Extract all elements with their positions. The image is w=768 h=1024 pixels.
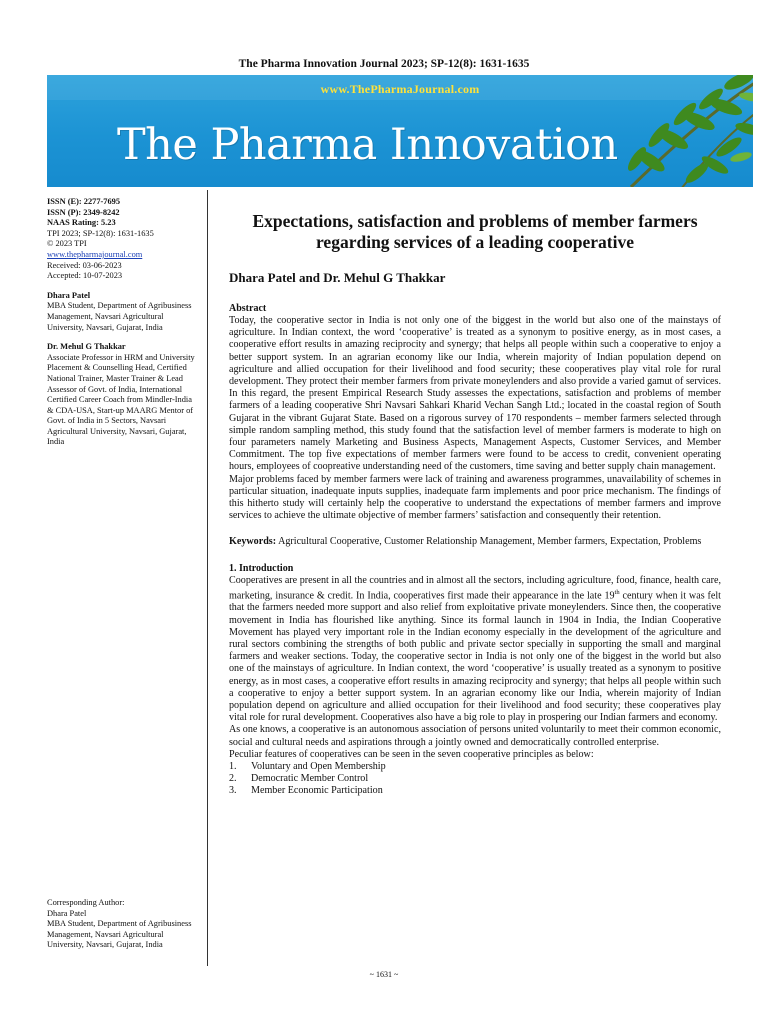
issn-p: ISSN (P): 2349-8242	[47, 207, 120, 217]
list-item: 1. Voluntary and Open Membership	[229, 761, 386, 773]
journal-title: The Pharma Innovation	[117, 120, 618, 170]
principles-list	[229, 761, 721, 798]
keywords-label: Keywords:	[229, 536, 277, 548]
column-divider	[207, 190, 208, 966]
intro-paragraph-3: Peculiar features of cooperatives can be seen in the seven cooperative principles as below:	[229, 748, 594, 760]
received-date: Received: 03-06-2023	[47, 260, 122, 270]
corresponding-author	[47, 898, 202, 951]
abstract-paragraph-1: Today, the cooperative sector in India is not only one of the biggest in the world but also one of the mainstays of agriculture. In Indian context, the word ‘cooperative’ is treated as a synonym to positive energy, as in most cases, a cooperative effort results in amazing reciprocity and synergy; that helps all people within such a cooperative to enjoy a better support system. In an agrarian economy like our India, wherein majority of Indian population depend on agriculture and allied occupation for their livelihood and food security; these cooperatives play vital role for rural development. They protect their member farmers from private moneylenders and also provide a varied gamut of services. In this regard, the present Empirical Research Study assesses the expectations, satisfaction and problems of member farmers of a leading cooperative Shri Navsari Sahkari Kharid Vechan Sangh Ltd.; located in the coastal region of South Gujarat in the vibrant Gujarat State. Based on a rigorous survey of 170 respondents – member farmers selected through simple random sampling method, this study found that the satisfaction level of member farmers is moderate to high on four parameters namely Marketing and Business Aspects, Management Aspects, Customer Services, and Member Commitment. The top five expectations of member farmers were found to be access to credit, convenient operating hours, employees of coopreative understanding need of the customers, time saving and better supply chain management.	[229, 315, 721, 473]
journal-banner	[47, 75, 753, 187]
tpi-citation: TPI 2023; SP-12(8): 1631-1635	[47, 228, 154, 238]
article-main	[229, 211, 721, 798]
corr-name: Dhara Patel	[47, 908, 87, 918]
intro-p1-part-a: Cooperatives are present in all the countries and in almost all the sectors, including agriculture, food, finance, health care, marketing, insurance & credit. In India, cooperatives first made their appearance in the late 19	[229, 574, 721, 602]
corr-label: Corresponding Author:	[47, 898, 125, 907]
intro-p1-part-b: century when it was felt that the farmers needed more support and also relief from exploitative private moneylenders. Since then, the cooperative movement in India has flourished like anything. Since its formal launch in 1904 in India, the Indian Cooperative Movement has played very important role in the Indian economy especially in the development of the agriculture and rural sectors combining the strengths of both public and private sector specially in supporting the small and marginal farmers and weaker sections. Today, the cooperative sector in India is not only one of the biggest in the world but also one of the mainstays of agriculture. In Indian context, the word ‘cooperative’ is usually treated as a synonym to positive energy, as in most cases, a cooperative effort results in amazing reciprocity and synergy; that helps all people within such a cooperative to enjoy a better support system. In an agrarian economy like our India, wherein majority of Indian population depend on agriculture and allied occupation for their livelihood and food security; these cooperatives play vital role for rural development. Cooperatives also have a big role to play in prospering our Indian farmers and economy.	[229, 590, 721, 724]
journal-website-link[interactable]: www.thepharmajournal.com	[47, 249, 143, 259]
journal-header: The Pharma Innovation Journal 2023; SP-12(8): 1631-1635	[238, 58, 530, 70]
issn-e: ISSN (E): 2277-7695	[47, 197, 121, 206]
intro-p1-superscript: th	[614, 588, 620, 596]
keywords	[229, 536, 721, 548]
paper-authors: Dhara Patel and Dr. Mehul G Thakkar	[229, 270, 446, 285]
naas-rating: NAAS Rating: 5.23	[47, 218, 116, 228]
author2-name: Dr. Mehul G Thakkar	[47, 342, 126, 352]
author1-name: Dhara Patel	[47, 290, 91, 300]
abstract-heading: Abstract	[229, 303, 267, 314]
intro-paragraph-1	[229, 575, 721, 725]
journal-url[interactable]: www.ThePharmaJournal.com	[320, 82, 480, 96]
abstract-paragraph-2: Major problems faced by member farmers were lack of training and awareness programmes, unavailability of schemes in particular situation, inadequate inputs supplies, inadequate farm implements and poor price mechanism. The findings of this hitherto study will certainly help the cooperative to understand the expectations of member farmers and improve services to achieve the ultimate objective of member farmers’ satisfaction and consequently their retention.	[229, 473, 721, 522]
introduction-heading: 1. Introduction	[229, 562, 294, 574]
keywords-list: Agricultural Cooperative, Customer Relationship Management, Member farmers, Expectation, Problems	[278, 536, 702, 548]
corr-affiliation: MBA Student, Department of Agribusiness Management, Navsari Agricultural University, Navsari, Gujarat, India	[47, 919, 192, 950]
accepted-date: Accepted: 10-07-2023	[47, 271, 123, 281]
article-info-sidebar	[47, 197, 195, 448]
copyright: © 2023 TPI	[47, 239, 87, 249]
page-number: ~ 1631 ~	[369, 970, 399, 979]
paper-title: Expectations, satisfaction and problems of member farmers regarding services of a leading cooperative	[252, 211, 698, 252]
list-item: 3. Member Economic Participation	[229, 785, 383, 797]
list-item: 2. Democratic Member Control	[229, 773, 369, 785]
intro-paragraph-2: As one knows, a cooperative is an autonomous association of persons united voluntarily to meet their common economic, social and cultural needs and aspirations through a jointly owned and democratically controlled enterprise.	[229, 724, 721, 748]
author1-affiliation: MBA Student, Department of Agribusiness Management, Navsari Agricultural University, Navsari, Gujarat, India	[47, 301, 192, 332]
leaves-illustration	[611, 75, 753, 187]
author2-affiliation: Associate Professor in HRM and University Placement & Counselling Head, Certified National Trainer, Master Trainer & Lead Assessor of Govt. of India, International Certified Career Coach from Mindler-India & CDA-USA, Start-up MAARG Mentor of Govt. of India in 5 Sectors, Navsari Agricultural University, Navsari, Gujarat, India	[47, 352, 195, 447]
